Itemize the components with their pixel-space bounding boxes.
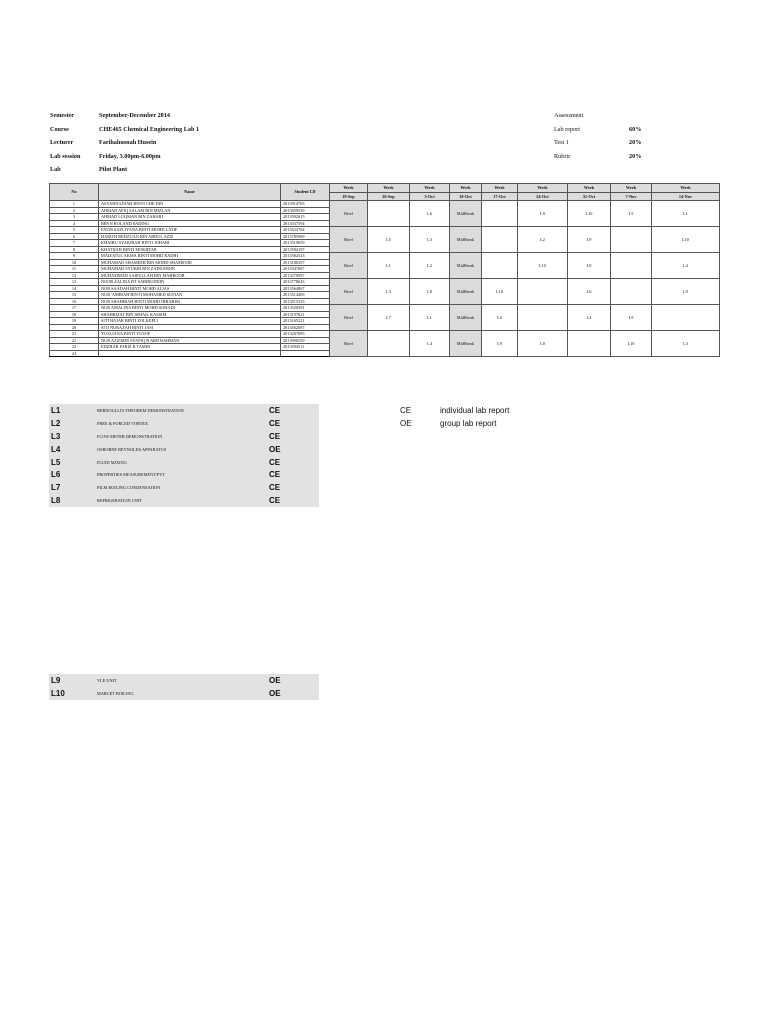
- student-id: 2013996559: [281, 337, 330, 344]
- lab-name: PROPERTIES MEASUREMENT/PVT: [97, 472, 166, 478]
- student-name: AHMAD LUQMAN BIN ZAHARI: [99, 214, 281, 221]
- lab-group: [50, 279, 720, 305]
- week-assignment: L6: [410, 201, 450, 227]
- student-id: 2013785969: [281, 233, 330, 240]
- header-no: No: [50, 184, 99, 201]
- lab-code: L3: [51, 431, 61, 441]
- lab-name: FLOW METER DEMONSTRATION: [97, 433, 163, 439]
- table-row: [50, 227, 720, 234]
- student-name: AHMAD AFIQ SALAM BIN MIZLAN: [99, 207, 281, 214]
- student-no: 9: [50, 253, 99, 260]
- week-assignment: L8: [518, 331, 568, 357]
- student-name: HARITH REDZUAN BIN ABDUL AZIZ: [99, 233, 281, 240]
- student-id: 2013914765: [281, 201, 330, 208]
- key-item: [400, 404, 509, 417]
- lab-code: L7: [51, 483, 61, 493]
- student-no: 16: [50, 298, 99, 305]
- student-name: SITI HAJAR BINTI ZOLKEPLI: [99, 318, 281, 325]
- legend-item: [49, 430, 319, 443]
- assessment-label: Rubric: [554, 152, 571, 160]
- assessment-row: [554, 150, 641, 164]
- student-id: 2013186107: [281, 259, 330, 266]
- lab-code: L10: [51, 688, 65, 698]
- info-label: Lecturer: [50, 139, 74, 147]
- header-week: Week: [568, 184, 611, 193]
- week-assignment: L2: [518, 227, 568, 253]
- student-name: MAIZATUL AKMA BINTI MOHD RADHI: [99, 253, 281, 260]
- week-assignment: L9: [518, 201, 568, 227]
- legend-item: [49, 468, 319, 481]
- student-no: 22: [50, 337, 99, 344]
- week-assignment: L2: [410, 253, 450, 279]
- info-value: Friday, 3.00pm-6.00pm: [99, 152, 161, 160]
- lab-group: [50, 331, 720, 357]
- student-id: 2013514469: [281, 292, 330, 299]
- legend-item: [49, 404, 319, 417]
- week-assignment: L3: [652, 331, 720, 357]
- student-no: 23: [50, 344, 99, 351]
- week-assignment: MidBreak: [450, 305, 482, 331]
- assessment-row: [554, 123, 641, 137]
- student-no: 19: [50, 318, 99, 325]
- header-date: 24-Oct: [518, 192, 568, 201]
- student-id: 2013594511: [281, 344, 330, 351]
- week-assignment: MidBreak: [450, 253, 482, 279]
- student-name: NUR SHAHIRAH BINTI MOHD IBRAHIM: [99, 298, 281, 305]
- legend-item: [49, 494, 319, 507]
- student-id: 2013197621: [281, 311, 330, 318]
- header-date: 26-Sep: [368, 192, 410, 201]
- week-assignment: [518, 279, 568, 305]
- student-id: 2013778643: [281, 279, 330, 286]
- info-value: September-December 2014: [99, 112, 170, 120]
- assessment-title: [554, 109, 641, 123]
- header-week: Week: [410, 184, 450, 193]
- week-assignment: Brief: [330, 279, 368, 305]
- table-row: [50, 305, 720, 312]
- week-assignment: MidBreak: [450, 227, 482, 253]
- student-id: 2013537594: [281, 220, 330, 227]
- lab-type: CE: [269, 431, 281, 441]
- assessment-value: 20%: [629, 139, 642, 147]
- lab-type: CE: [269, 470, 281, 480]
- header-week: Week: [450, 184, 482, 193]
- header-date: 31-Oct: [568, 192, 611, 201]
- lab-group: [50, 227, 720, 253]
- week-assignment: L10: [652, 227, 720, 253]
- info-label: Lab session: [50, 152, 81, 160]
- info-label: Lab: [50, 166, 61, 174]
- header-date: 14-Nov: [652, 192, 720, 201]
- key-desc: group lab report: [440, 419, 497, 428]
- header-week: Week: [652, 184, 720, 193]
- assessment-value: 60%: [629, 125, 642, 133]
- week-assignment: MidBreak: [450, 279, 482, 305]
- week-assignment: L10: [518, 253, 568, 279]
- week-assignment: [482, 253, 518, 279]
- key-code: OE: [400, 419, 412, 428]
- student-id: 2013564867: [281, 285, 330, 292]
- student-id: 2013592615: [281, 214, 330, 221]
- header-date: 19-Sep: [330, 192, 368, 201]
- student-no: 24: [50, 350, 99, 357]
- lab-name: FREE & FORCED VORTEX: [97, 420, 149, 426]
- student-name: SITI NURAZAH BINTI JASI: [99, 324, 281, 331]
- lab-group: [50, 253, 720, 279]
- student-no: 6: [50, 233, 99, 240]
- week-assignment: Brief: [330, 305, 368, 331]
- lab-code: L9: [51, 675, 61, 685]
- student-id: 2013547687: [281, 266, 330, 273]
- student-no: 4: [50, 220, 99, 227]
- lab-name: VLE UNIT: [97, 677, 117, 683]
- lab-name: MARCET BOILING: [97, 690, 134, 696]
- header-week: Week: [482, 184, 518, 193]
- week-assignment: L8: [568, 253, 611, 279]
- header-row-week: [50, 184, 720, 193]
- week-assignment: L9: [482, 331, 518, 357]
- week-assignment: MidBreak: [450, 331, 482, 357]
- student-no: 18: [50, 311, 99, 318]
- header-date: 17-Oct: [482, 192, 518, 201]
- week-assignment: L1: [368, 253, 410, 279]
- assessment-value: 20%: [629, 152, 642, 160]
- lab-code: L5: [51, 457, 61, 467]
- week-assignment: L10: [568, 201, 611, 227]
- table-row: [50, 201, 720, 208]
- week-assignment: [568, 331, 611, 357]
- student-name: MUHAMMAD SAIFULLAH BIN MAHBOOB: [99, 272, 281, 279]
- week-assignment: [518, 305, 568, 331]
- key-item: [400, 417, 509, 430]
- student-name: YUSLIANA BINTI YUSOF: [99, 331, 281, 338]
- week-assignment: L5: [368, 227, 410, 253]
- week-assignment: [652, 305, 720, 331]
- header-student-id: Student I.D: [281, 184, 330, 201]
- student-id: 2013515525: [281, 298, 330, 305]
- week-assignment: [611, 253, 652, 279]
- week-assignment: L9: [652, 279, 720, 305]
- week-assignment: L3: [410, 227, 450, 253]
- legend-item: [49, 417, 319, 430]
- lab-code: L4: [51, 444, 61, 454]
- assessment-label: Test 1: [554, 139, 569, 147]
- student-no: 13: [50, 279, 99, 286]
- week-assignment: L10: [482, 279, 518, 305]
- lab-code: L6: [51, 470, 61, 480]
- student-name: FATIN SAZLIYANA BINTI MOHD LATIF: [99, 227, 281, 234]
- student-id: 2013279587: [281, 272, 330, 279]
- student-no: 11: [50, 266, 99, 273]
- lab-legend-part2: [49, 674, 319, 700]
- student-name: KHAIRU SYAKIRAH BINTI JOHARI: [99, 240, 281, 247]
- student-name: NUR AZZIMIN SYAFIQ B ABD RAHMAN: [99, 337, 281, 344]
- student-id: 2013520591: [281, 305, 330, 312]
- week-assignment: L5: [611, 201, 652, 227]
- student-name: NUR 'AMIRAH BINTI MOHAMED SUFIAN: [99, 292, 281, 299]
- lab-type: OE: [269, 688, 281, 698]
- student-id: 2013519659: [281, 240, 330, 247]
- header-week: Week: [518, 184, 568, 193]
- lab-type: CE: [269, 483, 281, 493]
- table-row: [50, 253, 720, 260]
- header-date: 3-Oct: [410, 192, 450, 201]
- student-no: 3: [50, 214, 99, 221]
- key-code: CE: [400, 406, 412, 415]
- week-assignment: L8: [410, 279, 450, 305]
- lab-name: OSBORNE REYNOLDS APPARATUS: [97, 446, 167, 452]
- week-assignment: [611, 279, 652, 305]
- key-desc: individual lab report: [440, 406, 510, 415]
- lab-group: [50, 305, 720, 331]
- week-assignment: L4: [410, 331, 450, 357]
- week-assignment: [368, 331, 410, 357]
- student-name: NOOR ZALINA BT SABIRUDDIN: [99, 279, 281, 286]
- week-assignment: L10: [611, 331, 652, 357]
- lab-type: CE: [269, 405, 281, 415]
- week-assignment: Brief: [330, 201, 368, 227]
- info-row: [50, 150, 199, 164]
- student-no: 2: [50, 207, 99, 214]
- lab-type: CE: [269, 457, 281, 467]
- header-week: Week: [368, 184, 410, 193]
- info-value: CHE465 Chemical Engineering Lab 1: [99, 125, 200, 133]
- student-id: 2013594197: [281, 246, 330, 253]
- student-no: 5: [50, 227, 99, 234]
- lab-code: L2: [51, 418, 61, 428]
- course-info: [50, 109, 199, 177]
- assessment-heading: Assessment: [554, 112, 584, 120]
- student-name: ASYAHNADIAH BINTI CHE DIN: [99, 201, 281, 208]
- student-id: 2013523764: [281, 227, 330, 234]
- student-name: BRYN ROLAND SADING: [99, 220, 281, 227]
- header-date: 10-Oct: [450, 192, 482, 201]
- table-row: [50, 331, 720, 338]
- info-row: [50, 109, 199, 123]
- week-assignment: L2: [482, 305, 518, 331]
- lab-name: REFRIGERATION UNIT: [97, 498, 142, 504]
- student-name: NOR SAADAH BINTI MOHD ALIAS: [99, 285, 281, 292]
- week-assignment: [482, 227, 518, 253]
- student-no: 21: [50, 331, 99, 338]
- legend-item: [49, 481, 319, 494]
- student-name: MUHAMAD SHAMEER BIN MOHD SHAMSURI: [99, 259, 281, 266]
- week-assignment: Brief: [330, 253, 368, 279]
- week-assignment: L7: [368, 305, 410, 331]
- header-date: 7-Nov: [611, 192, 652, 201]
- student-no: 7: [50, 240, 99, 247]
- legend-item: [49, 456, 319, 469]
- student-no: 17: [50, 305, 99, 312]
- lab-type: OE: [269, 444, 281, 454]
- lab-schedule-table: [49, 183, 720, 357]
- week-assignment: [611, 227, 652, 253]
- report-type-key: [400, 404, 509, 430]
- header-week: Week: [611, 184, 652, 193]
- lab-type: CE: [269, 418, 281, 428]
- info-label: Course: [50, 125, 69, 133]
- lab-code: L8: [51, 496, 61, 506]
- info-row: [50, 136, 199, 150]
- assessment-label: Lab report: [554, 125, 580, 133]
- week-assignment: L4: [652, 253, 720, 279]
- student-no: 15: [50, 292, 99, 299]
- student-no: 12: [50, 272, 99, 279]
- week-assignment: L1: [652, 201, 720, 227]
- info-value: Farihahusnah Husein: [99, 139, 157, 147]
- week-assignment: L3: [368, 279, 410, 305]
- student-id: 2013959539: [281, 207, 330, 214]
- student-name: SHAHRIZAT BIN ISMAIL KASSIM: [99, 311, 281, 318]
- week-assignment: Brief: [330, 331, 368, 357]
- student-no: 8: [50, 246, 99, 253]
- lab-name: FLUID MIXING: [97, 459, 127, 465]
- lab-group: [50, 201, 720, 227]
- student-name: MUHAMAD SYUKRI BIN ZAINUDDIN: [99, 266, 281, 273]
- info-row: [50, 123, 199, 137]
- header-name: Name: [99, 184, 281, 201]
- header-week: Week: [330, 184, 368, 193]
- student-no: 20: [50, 324, 99, 331]
- week-assignment: L1: [410, 305, 450, 331]
- lab-type: CE: [269, 496, 281, 506]
- student-id: 2013582523: [281, 253, 330, 260]
- assessment-row: [554, 136, 641, 150]
- assessment-info: [554, 109, 641, 163]
- week-assignment: L9: [611, 305, 652, 331]
- table-row: [50, 279, 720, 286]
- student-name: EDZHAR FARIZ B TAMIN: [99, 344, 281, 351]
- student-name: KHATIJAH BINTI MOKHTAR: [99, 246, 281, 253]
- week-assignment: L9: [568, 227, 611, 253]
- week-assignment: Brief: [330, 227, 368, 253]
- student-id: [281, 350, 330, 357]
- week-assignment: [368, 201, 410, 227]
- student-no: 1: [50, 201, 99, 208]
- legend-item: [49, 687, 319, 700]
- student-name: [99, 350, 281, 357]
- lab-name: BERNOULLI'S THEOREM DEMONSTRATION: [97, 407, 184, 413]
- student-id: 2013562687: [281, 324, 330, 331]
- lab-legend-part1: [49, 404, 319, 507]
- student-no: 14: [50, 285, 99, 292]
- student-no: 10: [50, 259, 99, 266]
- week-assignment: [482, 201, 518, 227]
- legend-item: [49, 674, 319, 687]
- info-label: Semester: [50, 112, 75, 120]
- student-id: 2013165221: [281, 318, 330, 325]
- student-name: NUR AMALINA BINTI MOHD SOHADI: [99, 305, 281, 312]
- week-assignment: L6: [568, 279, 611, 305]
- student-id: 2013207695: [281, 331, 330, 338]
- week-assignment: L4: [568, 305, 611, 331]
- week-assignment: MidBreak: [450, 201, 482, 227]
- lab-name: FILM BOILING CONDENSATION: [97, 485, 161, 491]
- lab-type: OE: [269, 675, 281, 685]
- lab-code: L1: [51, 405, 61, 415]
- info-row: [50, 163, 199, 177]
- legend-item: [49, 443, 319, 456]
- info-value: Pilot Plant: [99, 166, 128, 174]
